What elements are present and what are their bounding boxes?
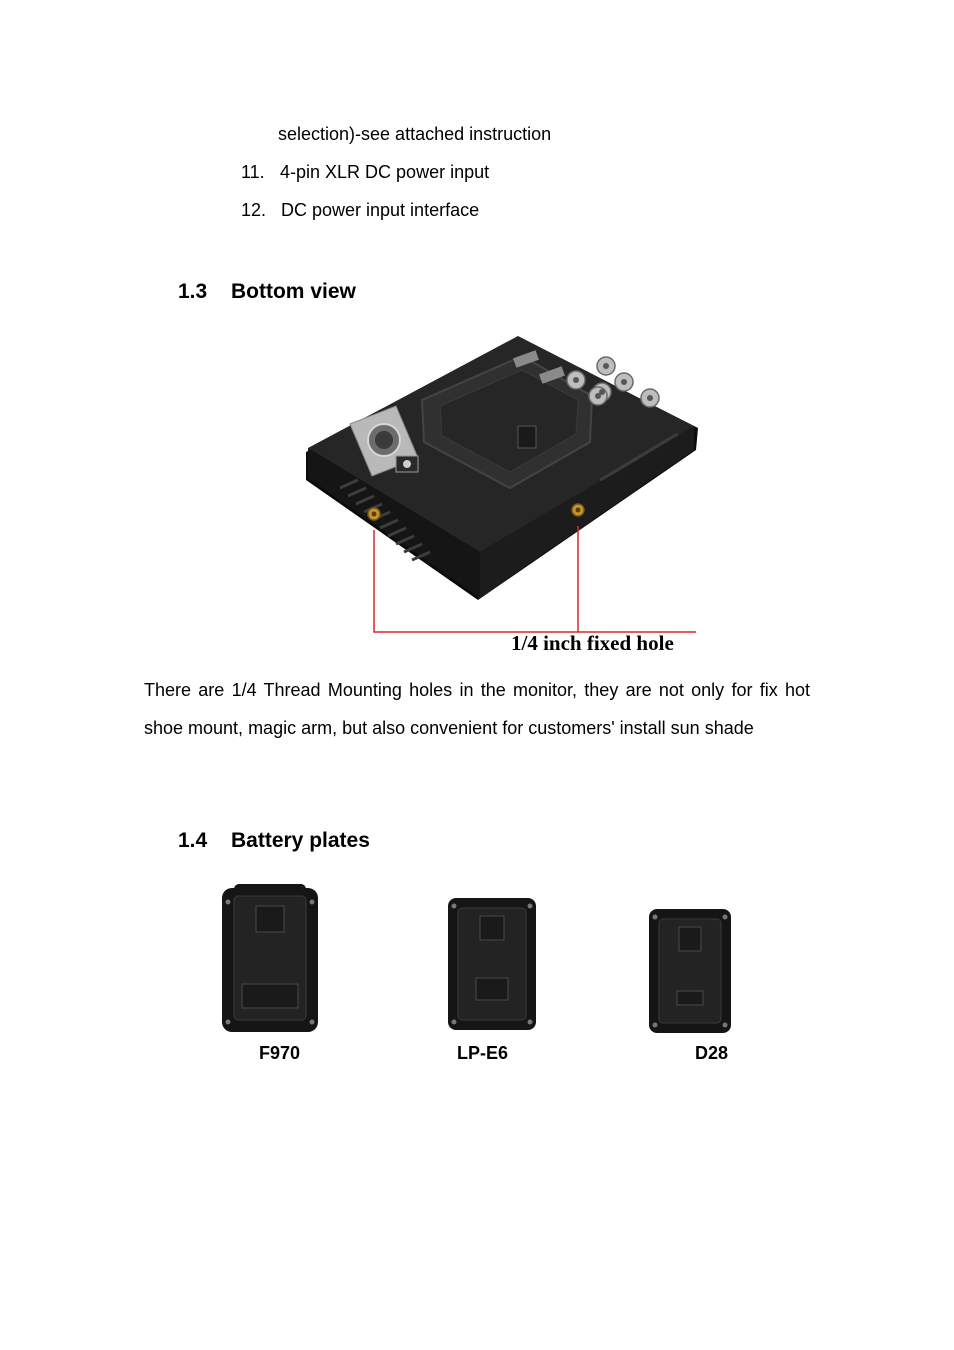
bottom-view-figure — [300, 330, 700, 660]
figure-callout-label: 1/4 inch fixed hole — [511, 631, 674, 655]
list-number: 11. — [241, 162, 265, 182]
plate-label: LP-E6 — [457, 1043, 509, 1063]
monitor-bottom-image — [300, 330, 700, 660]
battery-plate-image-d28 — [647, 907, 733, 1035]
battery-plate-image-f970 — [220, 882, 320, 1034]
plate-label: D28 — [695, 1043, 729, 1063]
list-item-text: DC power input interface — [281, 200, 480, 220]
section-number: 1.4 — [178, 829, 208, 852]
section-number: 1.3 — [178, 280, 208, 303]
section-title: Battery plates — [231, 829, 370, 852]
list-item-text: 4-pin XLR DC power input — [280, 162, 490, 182]
plate-label: F970 — [259, 1043, 301, 1063]
list-number: 12. — [241, 200, 267, 220]
list-continuation-text: selection)-see attached instruction — [278, 124, 552, 144]
body-paragraph: There are 1/4 Thread Mounting holes in the monitor, they are not only for fix hot shoe mount, magic arm, but also convenient for customers' install sun shade — [144, 680, 810, 738]
battery-plate-image-lp-e6 — [446, 896, 538, 1032]
section-title: Bottom view — [231, 280, 356, 303]
